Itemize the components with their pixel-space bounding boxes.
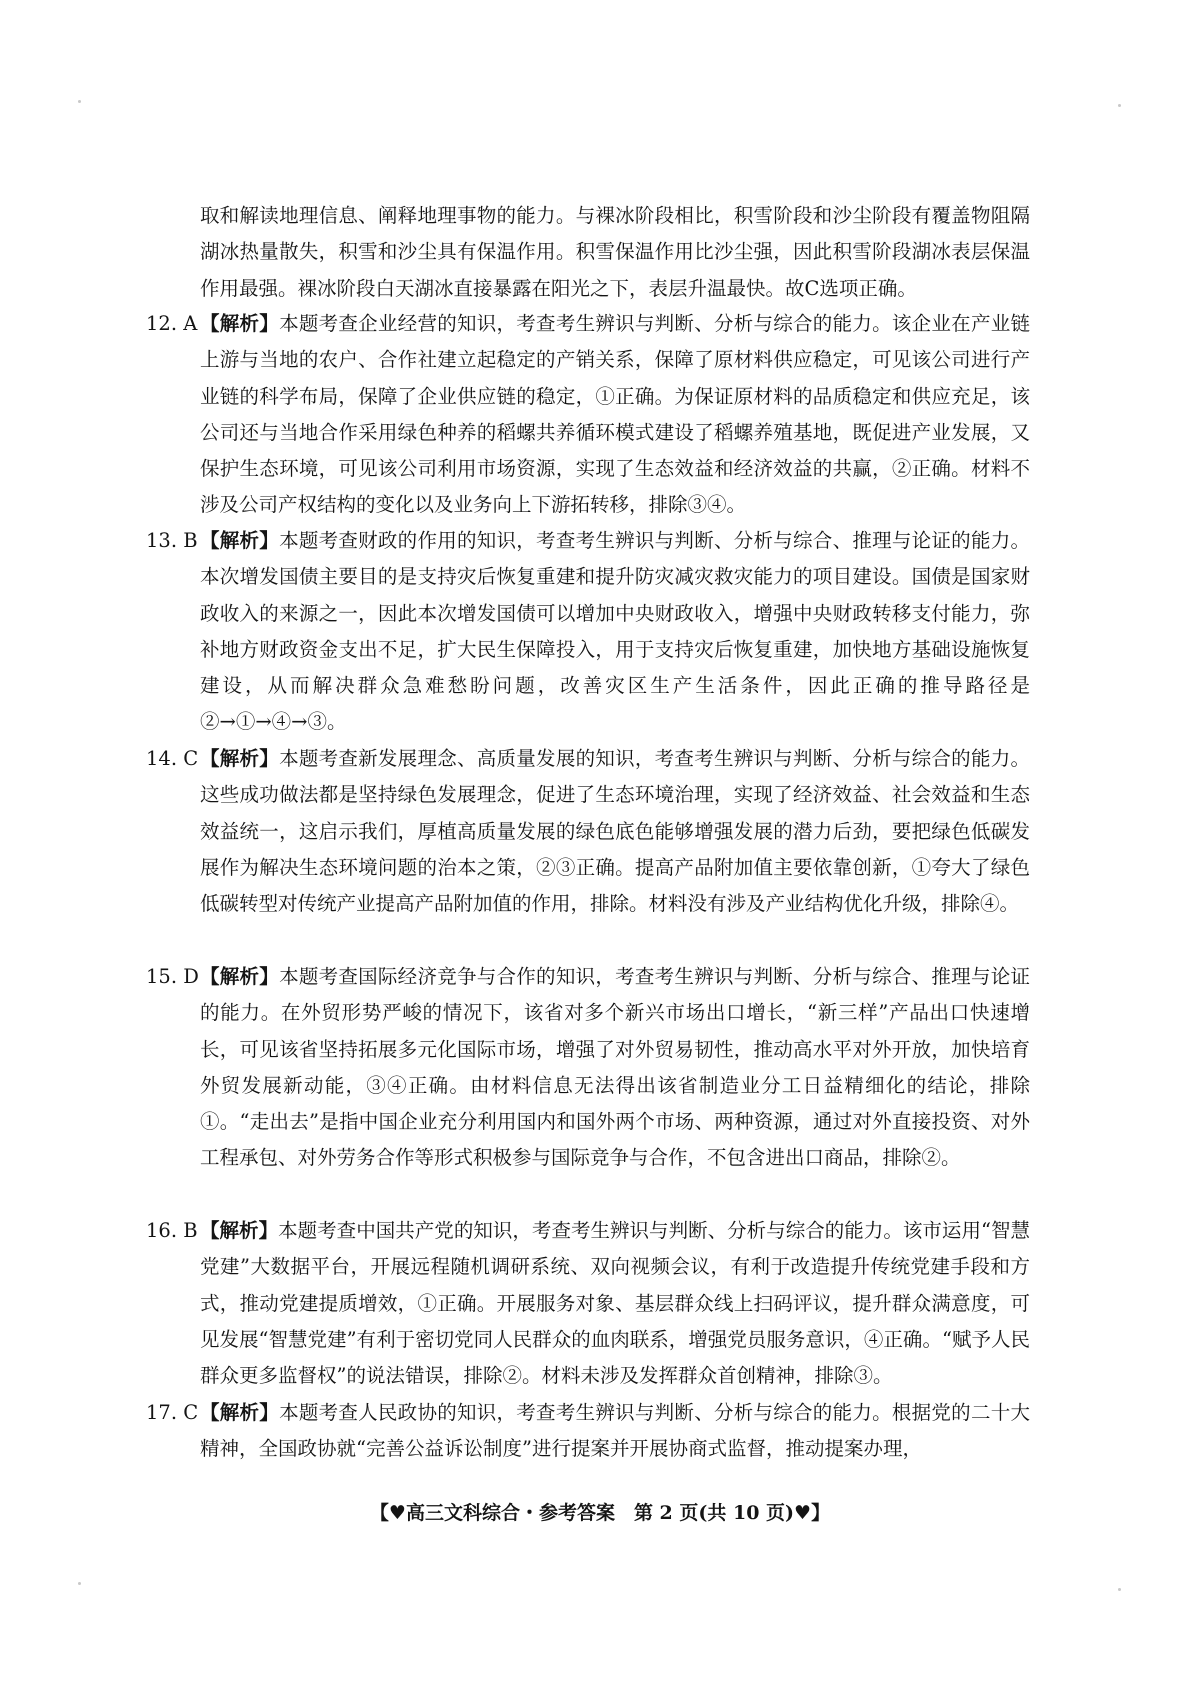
scan-speck	[78, 1582, 81, 1585]
answer-body	[200, 523, 1030, 741]
heart-icon: ♥	[794, 1502, 812, 1524]
footer-left-bracket: 【	[369, 1502, 389, 1524]
footer-right-bracket: 】	[811, 1502, 831, 1524]
answer-item-12	[146, 306, 1030, 524]
answer-body	[200, 1213, 1030, 1394]
answer-item-16	[146, 1213, 1030, 1394]
answer-number: 14. C	[146, 747, 199, 770]
answer-body	[200, 959, 1030, 1177]
answer-number: 16. B	[146, 1219, 198, 1242]
analysis-label: 【解析】	[200, 312, 280, 335]
answer-body	[200, 1395, 1030, 1468]
answer-text: 本题考查财政的作用的知识，考查考生辨识与判断、分析与综合、推理与论证的能力。本次增发国债主要目的是支持灾后恢复重建和提升防灾减灾救灾能力的项目建设。国债是国家财政收入的来源之一，因此本次增发国债可以增加中央财政收入，增强中央财政转移支付能力，弥补地方财政资金支出不足，扩大民生保障投入，用于支持灾后恢复重建，加快地方基础设施恢复建设，从而解决群众急难愁盼问题，改善灾区生产生活条件，因此正确的推导路径是②→①→④→③。	[200, 529, 1030, 734]
answer-number: 13. B	[146, 529, 198, 552]
intro-paragraph: 取和解读地理信息、阐释地理事物的能力。与裸冰阶段相比，积雪阶段和沙尘阶段有覆盖物阻隔湖冰热量散失，积雪和沙尘具有保温作用。积雪保温作用比沙尘强，因此积雪阶段湖冰表层保温作用最强。裸冰阶段白天湖冰直接暴露在阳光之下，表层升温最快。故C选项正确。	[200, 204, 1030, 300]
answer-item-15	[146, 959, 1030, 1177]
scan-speck	[1118, 1588, 1121, 1591]
answer-text: 本题考查国际经济竞争与合作的知识，考查考生辨识与判断、分析与综合、推理与论证的能力。在外贸形势严峻的情况下，该省对多个新兴市场出口增长，“新三样”产品出口快速增长，可见该省坚持拓展多元化国际市场，增强了对外贸易韧性，推动高水平对外开放，加快培育外贸发展新动能，③④正确。由材料信息无法得出该省制造业分工日益精细化的结论，排除①。“走出去”是指中国企业充分利用国内和国外两个市场、两种资源，通过对外直接投资、对外工程承包、对外劳务合作等形式积极参与国际竞争与合作，不包含进出口商品，排除②。	[200, 965, 1030, 1170]
analysis-label: 【解析】	[200, 1219, 279, 1242]
heart-icon: ♥	[388, 1502, 406, 1524]
answer-text: 本题考查新发展理念、高质量发展的知识，考查考生辨识与判断、分析与综合的能力。这些成功做法都是坚持绿色发展理念，促进了生态环境治理，实现了经济效益、社会效益和生态效益统一，这启示我们，厚植高质量发展的绿色底色能够增强发展的潜力后劲，要把绿色低碳发展作为解决生态环境问题的治本之策，②③正确。提高产品附加值主要依靠创新，①夸大了绿色低碳转型对传统产业提高产品附加值的作用，排除。材料没有涉及产业结构优化升级，排除④。	[200, 747, 1030, 916]
answer-body	[200, 306, 1030, 524]
analysis-label: 【解析】	[200, 965, 280, 988]
answer-item-17	[146, 1395, 1030, 1468]
answer-item-14	[146, 741, 1030, 922]
answer-body	[200, 741, 1030, 922]
analysis-label: 【解析】	[200, 747, 280, 770]
page-footer	[0, 1498, 1200, 1525]
answer-number: 17. C	[146, 1401, 199, 1424]
scan-speck	[1118, 104, 1121, 107]
answer-number: 12. A	[146, 312, 198, 335]
answer-text: 本题考查企业经营的知识，考查考生辨识与判断、分析与综合的能力。该企业在产业链上游与当地的农户、合作社建立起稳定的产销关系，保障了原材料供应稳定，可见该公司进行产业链的科学布局，保障了企业供应链的稳定，①正确。为保证原材料的品质稳定和供应充足，该公司还与当地合作采用绿色种养的稻螺共养循环模式建设了稻螺养殖基地，既促进产业发展，又保护生态环境，可见该公司利用市场资源，实现了生态效益和经济效益的共赢，②正确。材料不涉及公司产权结构的变化以及业务向上下游拓转移，排除③④。	[200, 312, 1030, 517]
analysis-label: 【解析】	[200, 529, 280, 552]
analysis-label: 【解析】	[200, 1401, 280, 1424]
answer-number: 15. D	[146, 965, 199, 988]
answer-text: 本题考查人民政协的知识，考查考生辨识与判断、分析与综合的能力。根据党的二十大精神，全国政协就“完善公益诉讼制度”进行提案并开展协商式监督，推动提案办理，	[200, 1401, 1030, 1461]
answer-item-13	[146, 523, 1030, 741]
footer-text: 高三文科综合・参考答案 第 2 页(共 10 页)	[405, 1502, 795, 1524]
scan-speck	[78, 100, 81, 103]
answer-text: 本题考查中国共产党的知识，考查考生辨识与判断、分析与综合的能力。该市运用“智慧党建”大数据平台，开展远程随机调研系统、双向视频会议，有利于改造提升传统党建手段和方式，推动党建提质增效，①正确。开展服务对象、基层群众线上扫码评议，提升群众满意度，可见发展“智慧党建”有利于密切党同人民群众的血肉联系，增强党员服务意识，④正确。“赋予人民群众更多监督权”的说法错误，排除②。材料未涉及发挥群众首创精神，排除③。	[200, 1219, 1030, 1388]
